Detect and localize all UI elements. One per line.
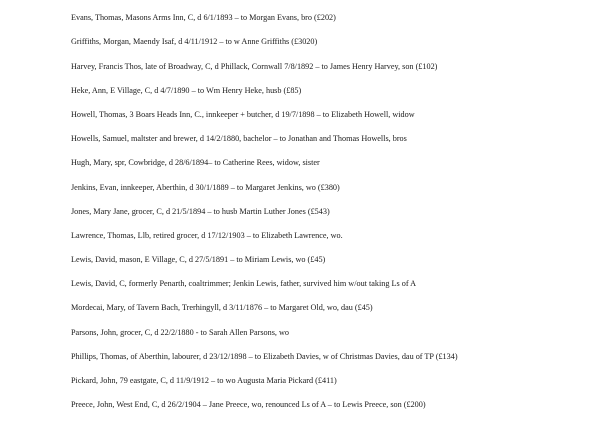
list-item: Evans, Thomas, Masons Arms Inn, C, d 6/1/1893 – to Morgan Evans, bro (£202): [71, 13, 336, 23]
probate-entries-list: [71, 0, 571, 424]
list-item: Lewis, David, C, formerly Penarth, coaltrimmer; Jenkin Lewis, father, survived him w/out taking Ls of A: [71, 279, 417, 289]
list-item: Hugh, Mary, spr, Cowbridge, d 28/6/1894– to Catherine Rees, widow, sister: [71, 158, 320, 168]
list-item: Lewis, David, mason, E Village, C, d 27/5/1891 – to Miriam Lewis, wo (£45): [71, 255, 326, 265]
list-item: Griffiths, Morgan, Maendy Isaf, d 4/11/1912 – to w Anne Griffiths (£3020): [71, 37, 318, 47]
list-item: Howells, Samuel, maltster and brewer, d 14/2/1880, bachelor – to Jonathan and Thomas Howells, bros: [71, 134, 407, 144]
list-item: Mordecai, Mary, of Tavern Bach, Trerhingyll, d 3/11/1876 – to Margaret Old, wo, dau (£45): [71, 303, 373, 313]
list-item: Howell, Thomas, 3 Boars Heads Inn, C., innkeeper + butcher, d 19/7/1898 – to Elizabeth Howell, widow: [71, 109, 415, 119]
list-item: Parsons, John, grocer, C, d 22/2/1880 - to Sarah Allen Parsons, wo: [71, 327, 289, 337]
list-item: Phillips, Thomas, of Aberthin, labourer, d 23/12/1898 – to Elizabeth Davies, w of Christmas Davies, dau of TP (£134): [71, 351, 458, 361]
list-item: Lawrence, Thomas, Llb, retired grocer, d 17/12/1903 – to Elizabeth Lawrence, wo.: [71, 230, 343, 240]
list-item: Jones, Mary Jane, grocer, C, d 21/5/1894 – to husb Martin Luther Jones (£543): [71, 206, 330, 216]
list-item: Heke, Ann, E Village, C, d 4/7/1890 – to Wm Henry Heke, husb (£85): [71, 85, 302, 95]
list-item: Harvey, Francis Thos, late of Broadway, C, d Phillack, Cornwall 7/8/1892 – to James Henry Harvey, son (£102): [71, 61, 438, 71]
list-item: Pickard, John, 79 eastgate, C, d 11/9/1912 – to wo Augusta Maria Pickard (£411): [71, 376, 337, 385]
list-item: Jenkins, Evan, innkeeper, Aberthin, d 30/1/1889 – to Margaret Jenkins, wo (£380): [71, 182, 340, 192]
list-item: Preece, John, West End, C, d 26/2/1904 – Jane Preece, wo, renounced Ls of A – to Lewis Preece, son (£200): [71, 400, 426, 410]
